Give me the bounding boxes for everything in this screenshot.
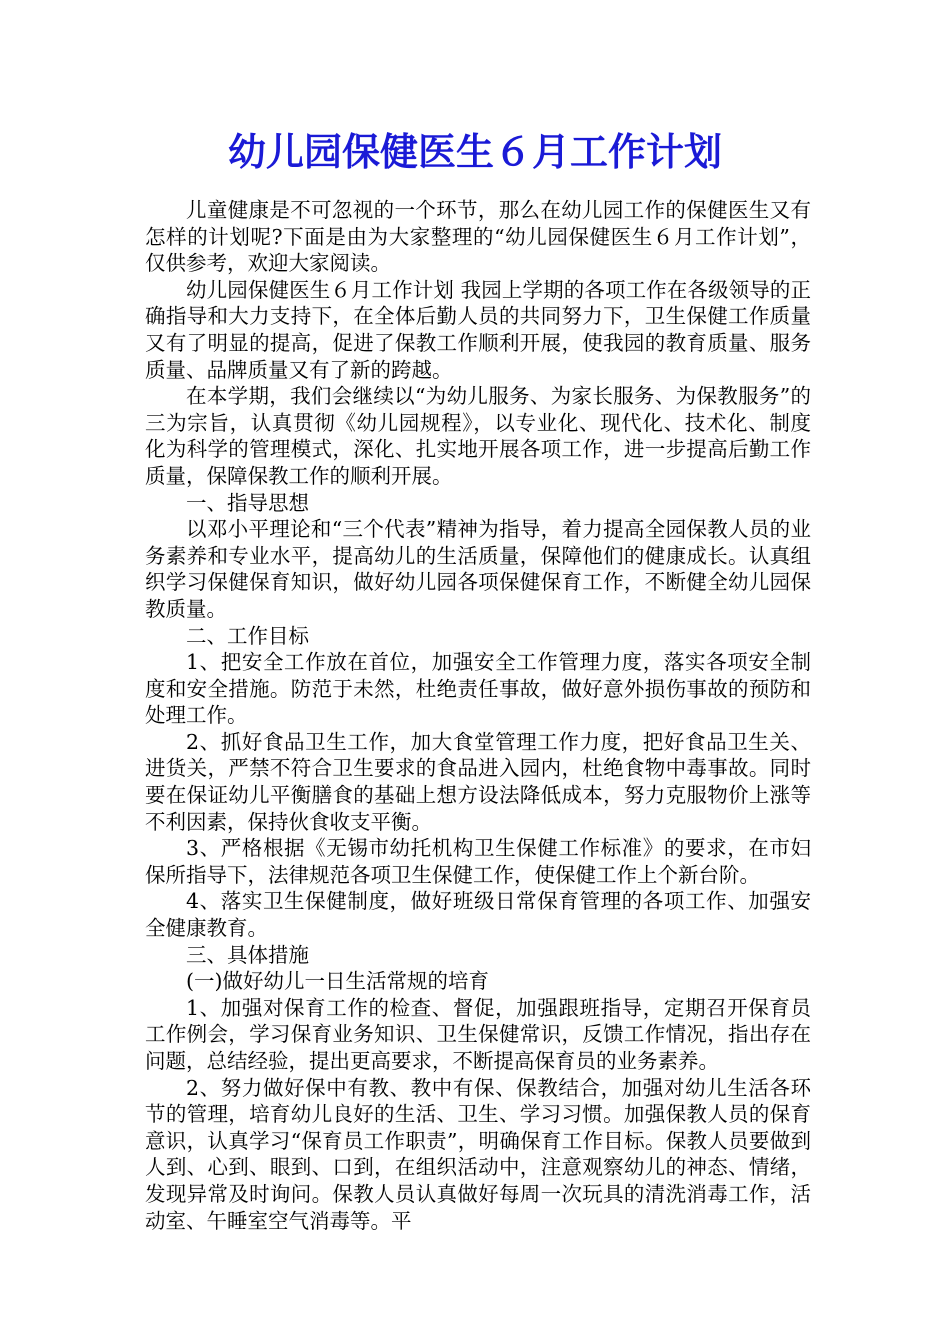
goal-item-2: 2、抓好食品卫生工作，加大食堂管理工作力度，把好食品卫生关、进货关，严禁不符合卫生要求的食品进入园内，杜绝食物中毒事故。同时要在保证幼儿平衡膳食的基础上想方设法降低成本，努力克服物价上涨等不利因素，保持伙食收支平衡。 (145, 729, 811, 834)
measure-item-2: 2、努力做好保中有教、教中有保、保教结合，加强对幼儿生活各环节的管理，培育幼儿良好的生活、卫生、学习习惯。加强保教人员的保育意识，认真学习“保育员工作职责”，明确保育工作目标。保教人员要做到人到、心到、眼到、口到，在组织活动中，注意观察幼儿的神态、情绪，发现异常及时询问。保教人员认真做好每周一次玩具的清洗消毒工作，活动室、午睡室空气消毒等。平 (145, 1075, 811, 1233)
paragraph-background: 幼儿园保健医生６月工作计划 我园上学期的各项工作在各级领导的正确指导和大力支持下，在全体后勤人员的共同努力下，卫生保健工作质量又有了明显的提高，促进了保教工作顺利开展，使我园的教育质量、服务质量、品牌质量又有了新的跨越。 (145, 277, 811, 382)
paragraph-intro: 儿童健康是不可忽视的一个环节，那么在幼儿园工作的保健医生又有怎样的计划呢?下面是由为大家整理的“幼儿园保健医生６月工作计划”，仅供参考，欢迎大家阅读。 (145, 198, 811, 276)
goal-item-3: 3、严格根据《无锡市幼托机构卫生保健工作标准》的要求，在市妇保所指导下，法律规范各项卫生保健工作，使保健工作上个新台阶。 (145, 836, 811, 887)
section-heading-guiding-ideology: 一、指导思想 (186, 490, 309, 515)
paragraph-guiding-ideology: 以邓小平理论和“三个代表”精神为指导，着力提高全园保教人员的业务素养和专业水平，提高幼儿的生活质量，保障他们的健康成长。认真组织学习保健保育知识，做好幼儿园各项保健保育工作，不断健全幼儿园保教质量。 (145, 517, 811, 621)
section-heading-work-goals: 二、工作目标 (186, 623, 309, 648)
measure-item-1: 1、加强对保育工作的检查、督促，加强跟班指导，定期召开保育员工作例会，学习保育业务知识、卫生保健常识，反馈工作情况，指出存在问题，总结经验，提出更高要求，不断提高保育员的业务素养。 (145, 995, 811, 1073)
goal-item-1: 1、把安全工作放在首位，加强安全工作管理力度，落实各项安全制度和安全措施。防范于未然，杜绝责任事故，做好意外损伤事故的预防和处理工作。 (145, 650, 811, 728)
paragraph-purpose: 在本学期，我们会继续以“为幼儿服务、为家长服务、为保教服务”的三为宗旨，认真贯彻《幼儿园规程》，以专业化、现代化、技术化、制度化为科学的管理模式，深化、扎实地开展各项工作，进一步提高后勤工作质量，保障保教工作的顺利开展。 (145, 384, 811, 488)
goal-item-4: 4、落实卫生保健制度，做好班级日常保育管理的各项工作、加强安全健康教育。 (145, 889, 811, 941)
document-body (145, 197, 811, 1234)
document-title: 幼儿园保健医生６月工作计划 (227, 129, 722, 174)
section-heading-specific-measures: 三、具体措施 (186, 942, 309, 967)
subsection-heading-daily-routine: (一)做好幼儿一日生活常规的培育 (186, 969, 489, 994)
